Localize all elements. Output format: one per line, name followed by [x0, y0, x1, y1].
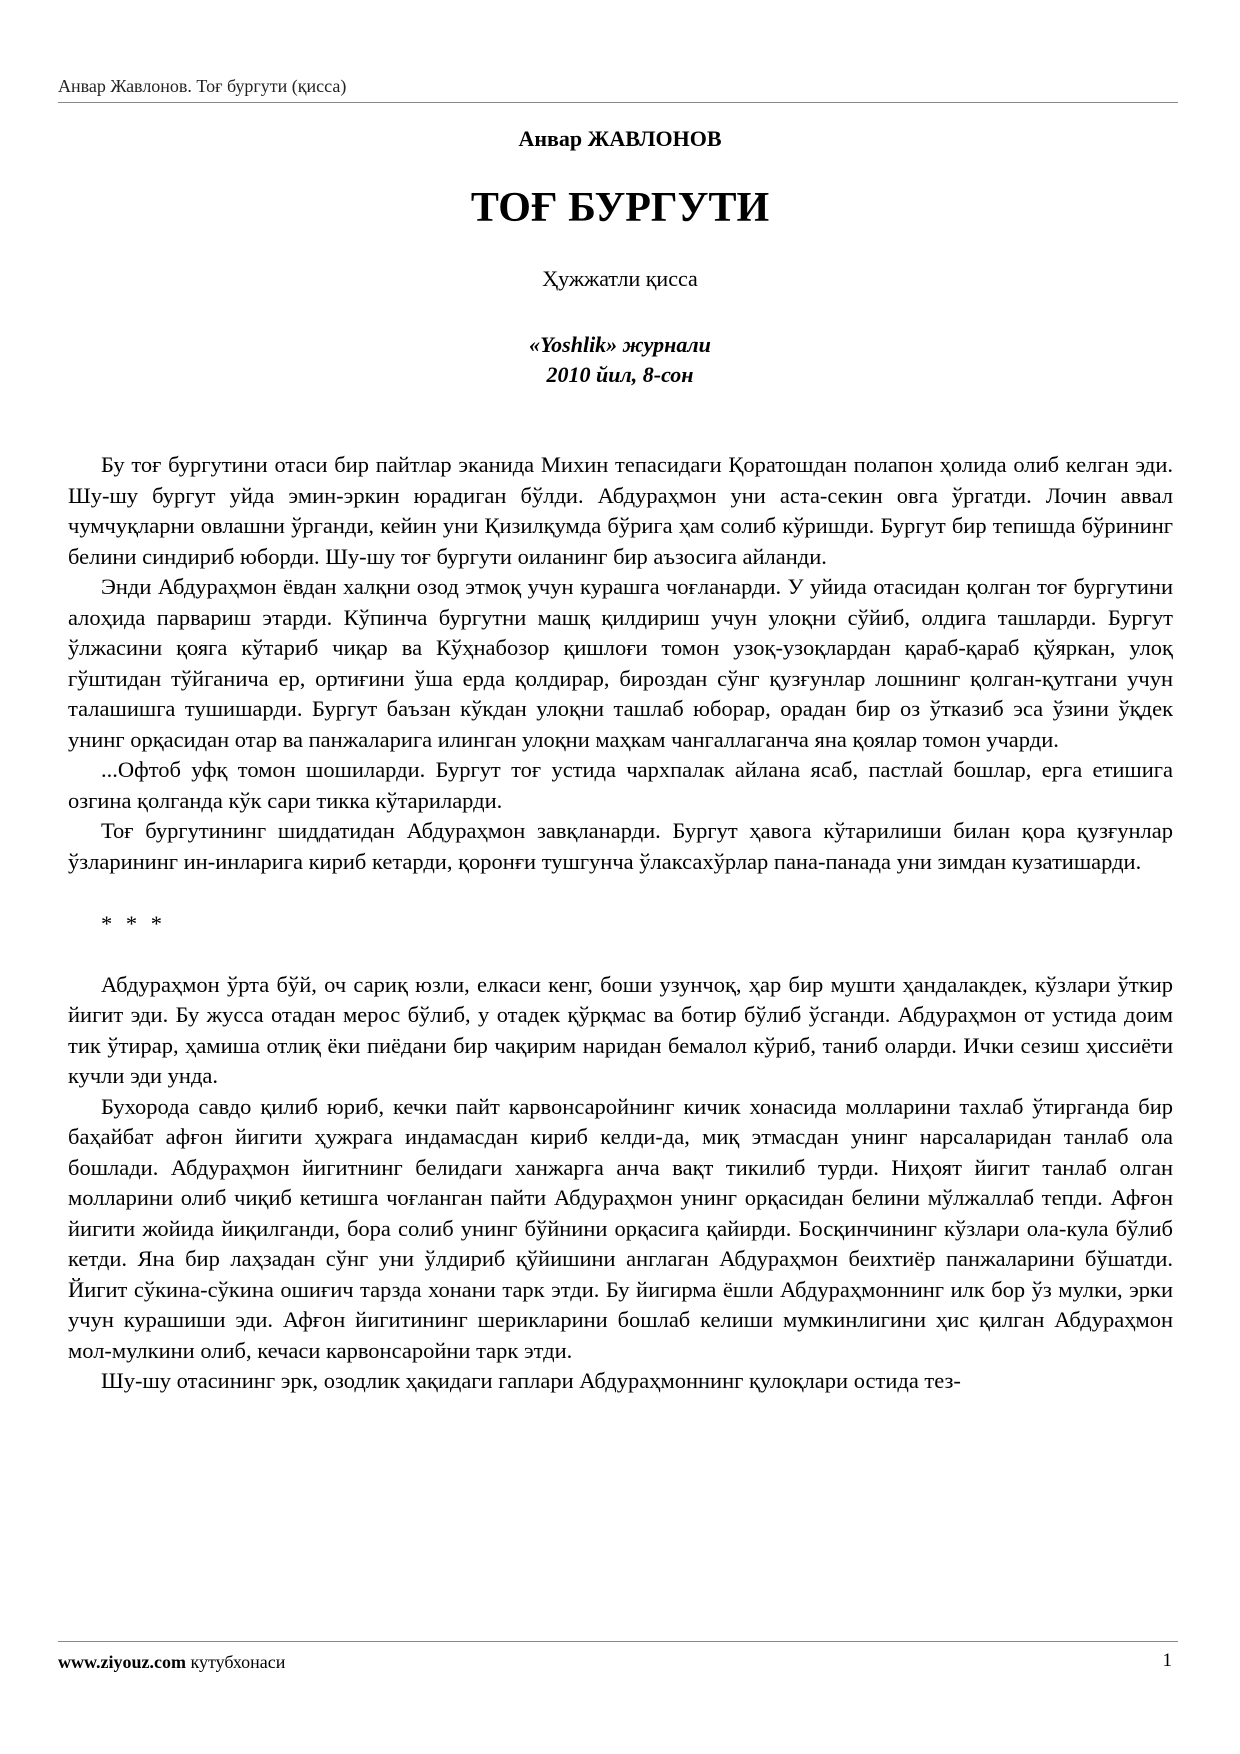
publication-issue: 2010 йил, 8-сон [546, 362, 694, 387]
author-name: Анвар ЖАВЛОНОВ [518, 126, 722, 151]
document-subtitle: Ҳужжатли қисса [542, 266, 698, 291]
body-text [68, 450, 1173, 1397]
footer-site-link[interactable]: www.ziyouz.com [58, 1652, 186, 1672]
paragraph: Энди Абдураҳмон ёвдан халқни озод этмоқ учун курашга чоғланарди. У уйида отасидан қолган тоғ бургутини алоҳида парвариш этарди. Кўпинча бургутни машқ қилдириш учун улоқни сўйиб, олдига ташларди. Бургут ўлжасини қояга кўтариб чиқар ва Кўҳнабозор қишлоғи томон узоқ-узоқлардан қараб-қараб қўяркан, улоқ гўштидан тўйганича ер, ортиғини ўша ерда қолдирар, бироздан сўнг қузғунлар лошнинг қолган-қутгани учун талашишга тушишарди. Бургут баъзан кўкдан улоқни ташлаб юборар, орадан бир оз ўтказиб эса ўзини ўқдек унинг орқасидан отар ва панжаларига илинган улоқни маҳкам чангаллаганча яна қоялар томон учарди. [68, 574, 1173, 752]
publication-journal: «Yoshlik» журнали [529, 332, 711, 357]
running-header: Анвар Жавлонов. Тоғ бургути (қисса) [58, 76, 347, 96]
footer-library-label: кутубхонаси [185, 1652, 286, 1672]
paragraph: Бухорода савдо қилиб юриб, кечки пайт карвонсаройнинг кичик хонасида молларини тахлаб ўтирганда бир баҳайбат афғон йигити ҳужрага индамасдан кириб келди-да, миқ этмасдан унинг нарсаларидан танлаб ола бошлади. Абдураҳмон йигитнинг белидаги ханжарга анча вақт тикилиб турди. Ниҳоят йигит танлаб олган молларини олиб чиқиб кетишга чоғланган пайти Абдураҳмон унинг орқасидан белини мўлжаллаб тепди. Афғон йигити жойида йиқилганди, бора солиб унинг бўйнини орқасига қайирди. Босқинчининг кўзлари ола-кула бўлиб кетди. Яна бир лаҳзадан сўнг уни ўлдириб қўйишини англаган Абдураҳмон беихтиёр панжаларини бўшатди. Йигит сўкина-сўкина ошиғич тарзда хонани тарк этди. Бу йигирма ёшли Абдураҳмоннинг илк бор ўз мулки, эрки учун курашиши эди. Афғон йигитининг шерикларини бошлаб келиши мумкинлигини ҳис қилган Абдураҳмон мол-мулкини олиб, кечаси карвонсаройни тарк этди. [68, 1093, 1173, 1363]
page-number: 1 [1162, 1650, 1172, 1671]
paragraph: Бу тоғ бургутини отаси бир пайтлар эканида Михин тепасидаги Қоратошдан полапон ҳолида олиб келган эди. Шу-шу бургут уйда эмин-эркин юрадиган бўлди. Абдураҳмон уни аста-секин овга ўргатди. Лочин аввал чумчуқларни овлашни ўрганди, кейин уни Қизилқумда бўрига ҳам солиб кўришди. Бургут бир тепишда бўрининг белини синдириб юборди. Шу-шу тоғ бургути оиланинг бир аъзосига айланди. [68, 452, 1173, 569]
paragraph: Абдураҳмон ўрта бўй, оч сариқ юзли, елкаси кенг, боши узунчоқ, ҳар бир мушти ҳандалакдек, кўзлари ўткир йигит эди. Бу жусса отадан мерос бўлиб, у отадек қўрқмас ва ботир бўлиб ўсганди. Абдураҳмон от устида доим тик ўтирар, ҳамиша отлиқ ёки пиёдани бир чақирим наридан бемалол кўриб, таниб оларди. Ички сезиш ҳиссиёти кучли эди унда. [68, 971, 1173, 1088]
header-divider [58, 102, 1178, 103]
paragraph: ...Офтоб уфқ томон шошиларди. Бургут тоғ устида чархпалак айлана ясаб, пастлай бошлар, ерга етишига озгина қолганда кўк сари тикка кўтариларди. [68, 757, 1173, 813]
footer-divider [58, 1641, 1178, 1642]
footer-source [58, 1652, 285, 1673]
paragraph: Тоғ бургутининг шиддатидан Абдураҳмон завқланарди. Бургут ҳавога кўтарилиши билан қора қузғунлар ўзларининг ин-инларига кириб кетарди, қоронғи тушгунча ўлаксахўрлар пана-панада уни зимдан кузатишарди. [68, 818, 1173, 874]
document-title: ТОҒ БУРГУТИ [470, 185, 770, 231]
publication-info [0, 330, 1240, 390]
paragraph: Шу-шу отасининг эрк, озодлик ҳақидаги гаплари Абдураҳмоннинг қулоқлари остида тез- [101, 1368, 961, 1393]
section-separator: * * * [101, 911, 166, 936]
